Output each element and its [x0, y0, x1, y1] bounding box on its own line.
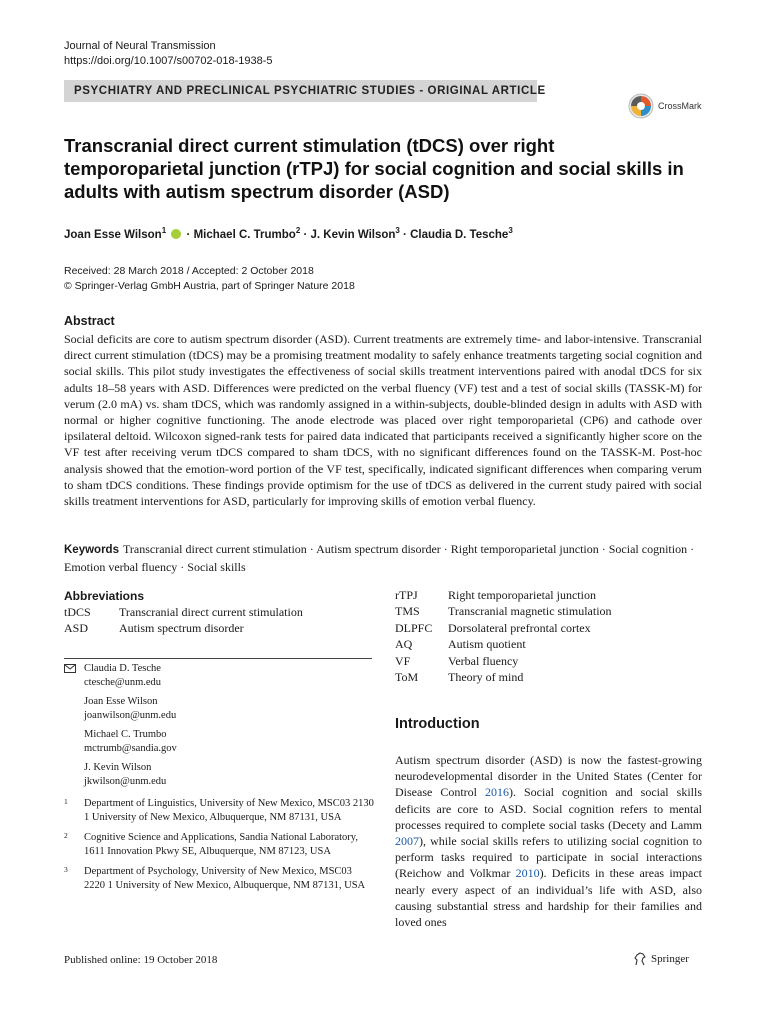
- publisher-name: Springer: [651, 953, 689, 965]
- contact-email[interactable]: ctesche@unm.edu: [84, 677, 162, 688]
- intro-text-segment: ). Social cognition and social skills deficits are core to ASD. Social cognition refers to mental processes required to complete social tasks (Decety and Lamm: [395, 785, 702, 832]
- affiliation-item: [64, 865, 374, 893]
- abbreviation-definition: Dorsolateral prefrontal cortex: [448, 620, 591, 635]
- affiliation-list: [64, 797, 374, 899]
- abstract-heading: Abstract: [64, 314, 115, 328]
- contact-name: J. Kevin Wilson: [84, 762, 152, 773]
- abbreviation-term: TMS: [395, 604, 420, 619]
- author-name[interactable]: Michael C. Trumbo: [193, 228, 296, 241]
- intro-text-segment: ). Deficits in these areas impact nearly every aspect of an individual’s life with ASD, also causing substantial stress and hardship for their families and loved ones: [395, 866, 702, 930]
- citation-link[interactable]: 2010: [515, 866, 540, 881]
- footnote-divider: [64, 658, 372, 659]
- published-date: Published online: 19 October 2018: [64, 954, 218, 966]
- author-name[interactable]: J. Kevin Wilson: [310, 228, 396, 241]
- contact-name: Joan Esse Wilson: [84, 696, 158, 707]
- affiliation-number: 2: [64, 831, 68, 840]
- abbreviation-row: [395, 669, 612, 685]
- article-dates: [64, 264, 355, 294]
- affiliation-number: 1: [64, 797, 68, 806]
- abbreviation-term: VF: [395, 653, 411, 668]
- paper-title: Transcranial direct current stimulation (tDCS) over right temporoparietal junction (rTPJ) for social cognition and social skills in adults with autism spectrum disorder (ASD): [64, 135, 684, 202]
- citation-link[interactable]: 2007: [395, 834, 419, 849]
- affiliation-text: Department of Psychology, University of New Mexico, MSC03 2220 1 University of New Mexico, Albuquerque, NM 87131, USA: [84, 866, 366, 891]
- article-category-bar: PSYCHIATRY AND PRECLINICAL PSYCHIATRIC STUDIES - ORIGINAL ARTICLE: [64, 80, 537, 102]
- abbreviation-row: [64, 604, 303, 620]
- springer-horse-icon: [633, 952, 647, 966]
- author-contact: [64, 695, 374, 723]
- abbreviation-row: [395, 587, 612, 603]
- abbreviation-term: rTPJ: [395, 588, 418, 602]
- introduction-heading: Introduction: [395, 716, 480, 732]
- introduction-text: [395, 752, 702, 930]
- abbreviation-row: [395, 653, 612, 669]
- abbreviation-definition: Theory of mind: [448, 670, 524, 685]
- author-affiliation-marker: 2: [295, 226, 301, 235]
- abbreviation-row: [395, 603, 612, 619]
- abbreviations-table-right: [395, 587, 612, 685]
- doi-link[interactable]: https://doi.org/10.1007/s00702-018-1938-5: [64, 55, 273, 67]
- author-separator: ·: [399, 228, 411, 241]
- author-contact: [64, 728, 374, 756]
- citation-link[interactable]: 2016: [485, 785, 509, 800]
- contact-name: Michael C. Trumbo: [84, 729, 167, 740]
- contact-list: [64, 662, 374, 794]
- affiliation-text: Cognitive Science and Applications, Sandia National Laboratory, 1611 Innovation Pkwy SE, Albuquerque, NM 87123, USA: [84, 832, 358, 857]
- crossmark-label: CrossMark: [658, 101, 702, 111]
- author-separator: ·: [300, 228, 311, 241]
- author-separator: ·: [183, 228, 194, 241]
- author-affiliation-marker: 1: [161, 226, 167, 235]
- contact-email[interactable]: joanwilson@unm.edu: [84, 710, 177, 721]
- abbreviation-term: DLPFC: [395, 620, 433, 635]
- intro-text-segment: Autism spectrum disorder (ASD) is now the fastest-growing neurodevelopmental disorder in the United States (Center for Disease Control: [395, 753, 702, 800]
- author-list: [64, 226, 513, 241]
- abbreviations-table-left: [64, 604, 303, 637]
- author-name[interactable]: Joan Esse Wilson: [64, 228, 162, 241]
- author-affiliation-marker: 3: [395, 226, 400, 235]
- abbreviation-definition: Verbal fluency: [448, 653, 519, 668]
- affiliation-item: [64, 797, 374, 825]
- abbreviation-term: tDCS: [64, 605, 91, 619]
- contact-email[interactable]: jkwilson@unm.edu: [84, 776, 167, 787]
- abbreviation-definition: Autism quotient: [448, 637, 526, 652]
- keywords-label: Keywords: [64, 544, 119, 556]
- abstract-text: Social deficits are core to autism spectrum disorder (ASD). Current treatments are extremely time- and labor-intensive. Transcranial direct current stimulation (tDCS) may be a promising treatment modality to safely enhance treatments targeting social cognition and social skills. This pilot study investigates the effectiveness of social skills treatment interventions paired with anodal tDCS for six adults 18–58 years with ASD. Differences were predicted on the verbal fluency (VF) test and a test of social skills (TASSK-M) for verum (2.0 mA) vs. sham tDCS, which was randomly assigned in a within-subjects, double-blinded design in adults with ASD with normal or higher cognitive functioning. The anode electrode was placed over right temporoparietal (CP6) and cathode over ipsilateral deltoid. Wilcoxon signed-rank tests for paired data indicated that participants received a significantly higher score on the VF test after receiving verum tDCS compared to sham tDCS, with no significant differences found on the TASSK-M. Post-hoc analysis showed that the emotion-word portion of the VF test, specifically, indicated significant differences when comparing verum to sham tDCS conditions. These findings provide optimism for the use of tDCS as delivered in the current study paired with social skills treatment interventions for ASD, particularly for improving skills of emotion verbal fluency.: [64, 332, 702, 509]
- abbreviation-definition: Transcranial magnetic stimulation: [448, 604, 612, 619]
- copyright-notice: © Springer-Verlag GmbH Austria, part of Springer Nature 2018: [64, 280, 355, 292]
- envelope-icon: [64, 664, 76, 673]
- received-accepted-dates: Received: 28 March 2018 / Accepted: 2 October 2018: [64, 265, 314, 277]
- journal-name: Journal of Neural Transmission: [64, 40, 216, 52]
- keywords-text: Transcranial direct current stimulation · Autism spectrum disorder · Right temporoparietal junction · Social cognition · Emotion verbal fluency · Social skills: [64, 542, 695, 574]
- contact-email[interactable]: mctrumb@sandia.gov: [84, 743, 177, 754]
- abbreviation-row: [64, 620, 303, 636]
- author-affiliation-marker: 3: [508, 226, 513, 235]
- crossmark-icon: [628, 93, 654, 119]
- abbreviation-definition: Transcranial direct current stimulation: [119, 605, 303, 619]
- abbreviation-term: AQ: [395, 637, 413, 652]
- affiliation-number: 3: [64, 865, 68, 874]
- author-name[interactable]: Claudia D. Tesche: [410, 228, 509, 241]
- publisher-logo: [633, 952, 689, 966]
- author-contact: [64, 761, 374, 789]
- abbreviation-term: ToM: [395, 670, 419, 685]
- abbreviation-row: [395, 620, 612, 636]
- corresponding-author-contact: [64, 662, 374, 690]
- abbreviation-row: [395, 636, 612, 652]
- abbreviation-definition: Right temporoparietal junction: [448, 588, 596, 602]
- intro-text-segment: ), while social skills refers to utilizing social cognition to perform tasks required to participate in social interactions (Reichow and Volkmar: [395, 834, 702, 881]
- affiliation-text: Department of Linguistics, University of New Mexico, MSC03 2130 1 University of New Mexico, Albuquerque, NM 87131, USA: [84, 798, 374, 823]
- affiliation-item: [64, 831, 374, 859]
- keywords-section: [64, 541, 702, 575]
- orcid-icon[interactable]: [171, 229, 181, 239]
- contact-name: Claudia D. Tesche: [84, 663, 161, 674]
- abbreviation-term: ASD: [64, 621, 89, 636]
- abbreviation-definition: Autism spectrum disorder: [119, 621, 244, 636]
- abbreviations-heading: Abbreviations: [64, 589, 145, 603]
- crossmark-badge[interactable]: [628, 93, 702, 119]
